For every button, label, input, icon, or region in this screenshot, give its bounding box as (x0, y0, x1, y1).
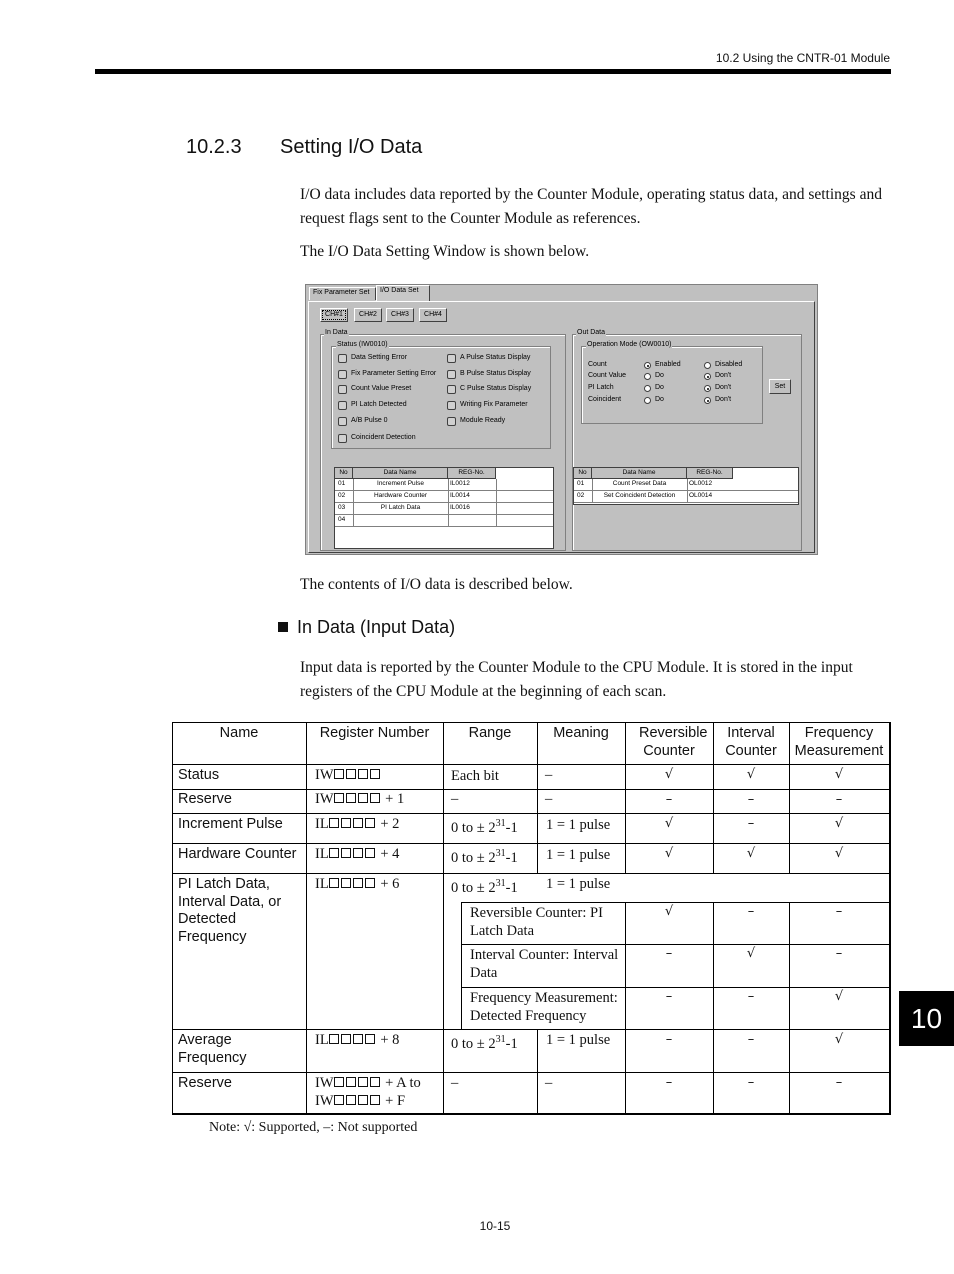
out-grid-no: 01 (577, 480, 585, 487)
out-data-grid[interactable] (573, 467, 799, 505)
radio-label: Do (655, 372, 664, 379)
in-grid-reg[interactable]: IL0016 (450, 504, 470, 511)
out-grid-name: Count Preset Data (612, 480, 667, 487)
row-reversible: √ (664, 767, 674, 782)
grid-header-no: No (574, 468, 592, 479)
radio-count-value-do[interactable] (644, 373, 651, 380)
section-number: 10.2.3 (186, 136, 242, 158)
section-title-text: Setting I/O Data (280, 136, 423, 158)
table-header-name: Name (219, 725, 259, 741)
out-grid-name: Set Coincident Detection (603, 492, 676, 499)
status-coincident-detection: Coincident Detection (351, 434, 416, 441)
radio-count-value-dont[interactable] (704, 373, 711, 380)
in-grid-name: Hardware Counter (373, 492, 428, 499)
status-pi-latch-detected: PI Latch Detected (351, 401, 407, 408)
radio-label: Don't (715, 396, 732, 403)
status-led-icon (338, 417, 347, 426)
row-register: IW + 1 (315, 791, 405, 807)
radio-label: Don't (715, 384, 732, 391)
radio-pi-latch-dont[interactable] (704, 385, 711, 392)
intro-paragraph: I/O data includes data reported by the Counter Module, operating status data, and settings and request flags sent to the Counter Module as references. (300, 186, 882, 227)
sub-row-frequency: – (835, 904, 843, 919)
op-row-count: Count (588, 361, 607, 368)
row-range: – (451, 791, 459, 807)
section-title (186, 136, 422, 159)
row-meaning: 1 = 1 pulse (546, 1032, 611, 1048)
in-data-paragraph: Input data is reported by the Counter Module to the CPU Module. It is stored in the input registers of the CPU Module at the beginning of each scan. (300, 659, 853, 700)
in-grid-reg[interactable]: IL0012 (450, 480, 470, 487)
radio-count-disabled[interactable] (704, 362, 711, 369)
channel-button-1[interactable]: CH#1 (320, 308, 348, 322)
row-name: Hardware Counter (178, 846, 297, 862)
sub-row-reversible: – (665, 946, 673, 961)
row-reversible: √ (664, 816, 674, 831)
in-data-label: In Data (325, 329, 348, 336)
row-reversible: – (665, 792, 673, 807)
radio-label: Disabled (715, 361, 743, 368)
channel-button-4[interactable]: CH#4 (419, 308, 447, 322)
radio-coincident-do[interactable] (644, 397, 651, 404)
radio-label: Do (655, 396, 664, 403)
status-b-pulse: B Pulse Status Display (460, 370, 531, 377)
contents-caption: The contents of I/O data is described below. (300, 576, 573, 593)
status-data-setting-error: Data Setting Error (351, 354, 408, 361)
io-data-setting-window (305, 284, 818, 555)
square-bullet-icon (278, 622, 288, 632)
row-range: 0 to ± $2^{31}-1$ (451, 1034, 518, 1052)
sub-row-label: Frequency Measurement: Detected Frequency (470, 990, 618, 1024)
header-rule (95, 69, 891, 74)
row-name: Reserve (178, 791, 232, 807)
grid-header-no: No (335, 468, 353, 479)
row-frequency: √ (834, 767, 844, 782)
sub-row-interval: √ (746, 946, 756, 961)
sub-row-label: Interval Counter: Interval Data (470, 947, 619, 981)
out-data-label: Out Data (577, 329, 606, 336)
row-meaning: 1 = 1 pulse (546, 847, 611, 863)
subsection-heading (278, 617, 455, 638)
status-led-icon (447, 354, 456, 363)
table-header-register: Register Number (319, 725, 430, 741)
radio-pi-latch-do[interactable] (644, 385, 651, 392)
row-range: – (451, 1075, 459, 1091)
row-interval: √ (746, 846, 756, 861)
in-grid-no: 01 (338, 480, 346, 487)
row-name: Average Frequency (178, 1032, 247, 1066)
page-number: 10-15 (479, 1219, 511, 1233)
out-grid-no: 02 (577, 492, 585, 499)
op-row-coincident: Coincident (588, 396, 622, 403)
status-led-icon (447, 401, 456, 410)
subsection-title: In Data (Input Data) (297, 617, 456, 637)
sub-row-reversible: √ (664, 904, 674, 919)
row-meaning: – (545, 1075, 553, 1091)
row-interval: – (747, 792, 755, 807)
out-grid-reg[interactable]: OL0014 (689, 492, 713, 499)
row-register: IW + A to IW + F (315, 1075, 421, 1109)
sub-row-frequency: – (835, 946, 843, 961)
running-header: 10.2 Using the CNTR-01 Module (715, 51, 890, 65)
row-name: Increment Pulse (178, 816, 283, 832)
in-grid-name: Increment Pulse (377, 480, 424, 487)
in-data-table (172, 722, 891, 1115)
row-interval: √ (746, 767, 756, 782)
sub-row-frequency: √ (834, 989, 844, 1004)
row-meaning: – (545, 791, 553, 807)
status-led-icon (447, 417, 456, 426)
table-header-reversible: Reversible Counter (639, 725, 708, 759)
status-c-pulse: C Pulse Status Display (460, 385, 532, 392)
in-grid-no: 03 (338, 504, 346, 511)
row-frequency: – (835, 1075, 843, 1090)
table-header-interval: Interval Counter (725, 725, 777, 759)
op-row-pi-latch: PI Latch (588, 384, 614, 391)
row-range: 0 to ± $2^{31}-1$ (451, 818, 518, 836)
row-range: Each bit (451, 768, 499, 784)
op-row-count-value: Count Value (588, 372, 627, 379)
in-grid-reg[interactable]: IL0014 (450, 492, 470, 499)
sub-row-label: Reversible Counter: PI Latch Data (470, 905, 603, 939)
row-register: IL + 2 (315, 816, 400, 832)
row-interval: – (747, 816, 755, 831)
radio-coincident-dont[interactable] (704, 397, 711, 404)
status-a-pulse: A Pulse Status Display (460, 354, 531, 361)
row-reversible: – (665, 1075, 673, 1090)
out-grid-reg[interactable]: OL0012 (689, 480, 713, 487)
radio-label: Don't (715, 372, 732, 379)
status-led-icon (338, 434, 347, 443)
operation-mode-label: Operation Mode (OW0010) (587, 341, 672, 348)
table-header-range: Range (468, 725, 512, 741)
sub-row-interval: – (747, 989, 755, 1004)
status-ab-pulse-0: A/B Pulse 0 (351, 417, 388, 424)
status-fix-parameter-error: Fix Parameter Setting Error (351, 370, 437, 377)
status-led-icon (338, 370, 347, 379)
in-grid-name: PI Latch Data (380, 504, 421, 511)
radio-count-enabled[interactable] (644, 362, 651, 369)
sub-row-reversible: – (665, 989, 673, 1004)
status-led-icon (447, 370, 456, 379)
row-range: 0 to ± $2^{31}-1$ (451, 878, 518, 896)
row-register: IL + 6 (315, 876, 400, 892)
tab-bar (306, 285, 817, 301)
row-reversible: – (665, 1032, 673, 1047)
channel-button-3[interactable]: CH#3 (386, 308, 414, 322)
radio-label: Enabled (655, 361, 681, 368)
status-writing-fix-parameter: Writing Fix Parameter (460, 401, 528, 408)
row-range: 0 to ± $2^{31}-1$ (451, 848, 518, 866)
status-led-icon (447, 385, 456, 394)
status-led-icon (338, 354, 347, 363)
row-interval: – (747, 1075, 755, 1090)
row-frequency: √ (834, 816, 844, 831)
status-module-ready: Module Ready (460, 417, 506, 424)
grid-header-data-name: Data Name (353, 468, 448, 479)
status-group-label: Status (IW0010) (337, 341, 388, 348)
radio-label: Do (655, 384, 664, 391)
tab-io-data-set[interactable]: I/O Data Set (376, 285, 430, 301)
channel-button-2[interactable]: CH#2 (354, 308, 382, 322)
grid-header-reg-no: REG-No. (687, 468, 733, 479)
row-name: PI Latch Data, Interval Data, or Detected Frequency (178, 876, 282, 945)
row-frequency: √ (834, 1032, 844, 1047)
row-frequency: √ (834, 846, 844, 861)
status-led-icon (338, 401, 347, 410)
grid-header-reg-no: REG-No. (448, 468, 496, 479)
sub-row-interval: – (747, 904, 755, 919)
status-count-value-preset: Count Value Preset (351, 385, 412, 392)
in-data-grid[interactable] (334, 467, 554, 549)
row-register: IW (315, 767, 382, 785)
in-grid-no: 04 (338, 516, 346, 523)
row-name: Reserve (178, 1075, 232, 1091)
tab-fix-parameter-set[interactable]: Fix Parameter Set (309, 287, 376, 300)
table-header-frequency: Frequency Measurement (794, 725, 884, 759)
row-reversible: √ (664, 846, 674, 861)
chapter-tab: 10 (899, 991, 954, 1046)
row-register: IL + 8 (315, 1032, 400, 1048)
set-button[interactable]: Set (769, 379, 791, 394)
status-led-icon (338, 385, 347, 394)
grid-header-data-name: Data Name (592, 468, 687, 479)
row-meaning: 1 = 1 pulse (546, 876, 611, 892)
table-header-meaning: Meaning (553, 725, 609, 741)
in-grid-no: 02 (338, 492, 346, 499)
row-name: Status (178, 767, 220, 783)
table-note: Note: √: Supported, –: Not supported (209, 1120, 418, 1135)
row-frequency: – (835, 792, 843, 807)
row-interval: – (747, 1032, 755, 1047)
row-meaning: 1 = 1 pulse (546, 817, 611, 833)
row-meaning: – (545, 767, 553, 783)
row-register: IL + 4 (315, 846, 400, 862)
intro-caption: The I/O Data Setting Window is shown below. (300, 243, 590, 260)
